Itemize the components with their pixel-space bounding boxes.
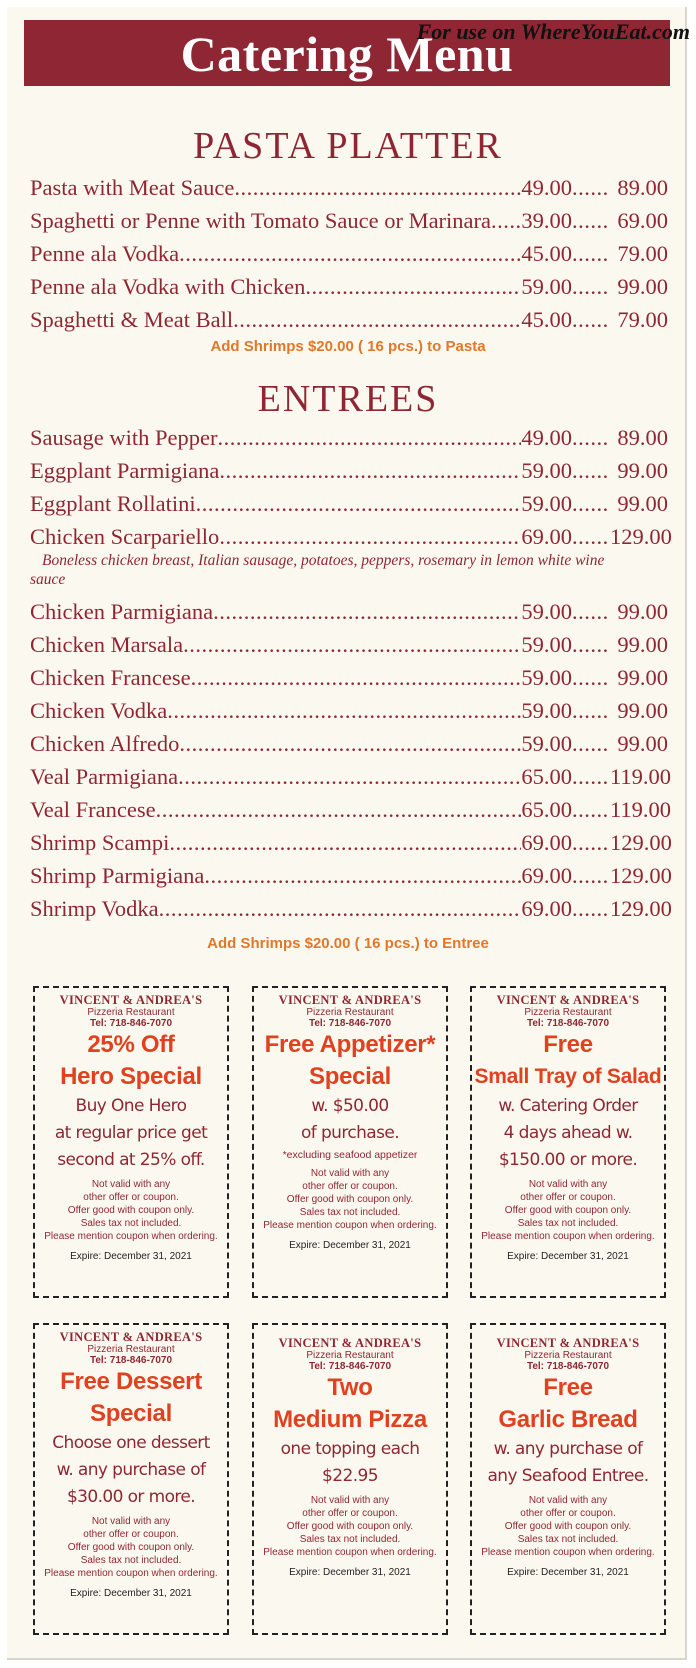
coupon-offer-line: 4 days ahead w.	[503, 1123, 633, 1143]
coupon-expiration: Expire: December 31, 2021	[289, 1567, 411, 1578]
coupon-free-dessert	[33, 1323, 229, 1635]
item-price-large: 99.00	[617, 632, 668, 657]
coupon-phone: Tel: 718-846-7070	[526, 1361, 610, 1372]
menu-item-row	[30, 859, 672, 892]
coupon-expiration: Expire: December 31, 2021	[70, 1251, 192, 1262]
coupon-phone: Tel: 718-846-7070	[526, 1018, 610, 1029]
item-price-large: 89.00	[617, 425, 668, 450]
coupon-subtitle: Pizzeria Restaurant	[524, 1350, 612, 1361]
item-name: Chicken Marsala	[30, 632, 184, 657]
coupon-offer-line: Buy One Hero	[75, 1096, 187, 1116]
coupon-offer-line: one topping each	[280, 1439, 420, 1459]
item-name: Veal Parmigiana	[30, 764, 179, 789]
item-price-small: 45.00	[521, 241, 572, 266]
menu-item-row	[30, 661, 668, 694]
menu-item-row	[30, 237, 668, 270]
item-name: Eggplant Rollatini	[30, 491, 196, 516]
coupon-brand: VINCENT & ANDREA'S	[496, 993, 640, 1007]
item-price-small: 45.00	[521, 307, 572, 332]
coupon-headline: Two	[327, 1374, 373, 1401]
item-price-small: 69.00	[521, 524, 572, 549]
item-price-small: 59.00	[521, 698, 572, 723]
coupon-headline: Free Appetizer*	[264, 1031, 436, 1058]
coupon-fine-print: Not valid with any other offer or coupon. Offer good with coupon only. Sales tax not included. Please mention coupon when ordering.	[481, 1179, 655, 1242]
item-price-small: 69.00	[521, 896, 572, 921]
coupon-headline: Free	[543, 1031, 593, 1058]
pasta-menu-list	[30, 171, 668, 336]
entrees-section-title: ENTREES	[257, 378, 439, 420]
watermark-text: For use on WhereYouEat.com	[416, 19, 690, 44]
coupon-offer-line: $30.00 or more.	[66, 1487, 196, 1507]
coupon-fine-print: Not valid with any other offer or coupon. Offer good with coupon only. Sales tax not included. Please mention coupon when ordering.	[44, 1516, 218, 1579]
item-price-large: 79.00	[617, 241, 668, 266]
menu-item-row	[30, 694, 668, 727]
item-name: Shrimp Parmigiana	[30, 863, 205, 888]
item-name: Chicken Francese	[30, 665, 191, 690]
coupon-salad-tray	[470, 986, 666, 1298]
coupon-headline: Small Tray of Salad	[474, 1065, 662, 1088]
coupon-offer-line: of purchase.	[300, 1123, 400, 1143]
coupon-offer-line: at regular price get	[54, 1123, 208, 1143]
coupon-headline: Special	[90, 1400, 172, 1427]
item-name: Spaghetti & Meat Ball	[30, 307, 234, 332]
coupon-brand: VINCENT & ANDREA'S	[59, 1330, 203, 1344]
coupon-headline: Free	[543, 1374, 593, 1401]
item-name: Penne ala Vodka	[30, 241, 180, 266]
item-price-large: 119.00	[610, 797, 672, 822]
coupon-headline: Medium Pizza	[273, 1406, 427, 1433]
coupon-headline: Special	[309, 1063, 391, 1090]
item-name: Chicken Parmigiana	[30, 599, 214, 624]
coupon-offer-line: $150.00 or more.	[498, 1150, 638, 1170]
item-price-large: 69.00	[617, 208, 668, 233]
item-price-large: 89.00	[617, 175, 668, 200]
coupon-offer-line: w. any purchase of	[56, 1460, 206, 1480]
item-name: Chicken Alfredo	[30, 731, 180, 756]
item-price-large: 129.00	[610, 896, 672, 921]
coupon-expiration: Expire: December 31, 2021	[507, 1567, 629, 1578]
item-price-large: 129.00	[610, 524, 672, 549]
menu-item-row	[30, 204, 668, 237]
item-price-large: 79.00	[617, 307, 668, 332]
menu-item-row	[30, 760, 672, 793]
item-price-large: 119.00	[610, 764, 672, 789]
coupon-fine-print: Not valid with any other offer or coupon. Offer good with coupon only. Sales tax not included. Please mention coupon when ordering.	[263, 1168, 437, 1231]
item-price-small: 59.00	[521, 632, 572, 657]
coupon-brand: VINCENT & ANDREA'S	[59, 993, 203, 1007]
item-price-large: 99.00	[617, 731, 668, 756]
pasta-shrimp-note: Add Shrimps $20.00 ( 16 pcs.) to Pasta	[210, 338, 486, 355]
menu-item-row	[30, 171, 668, 204]
coupon-fine-print: Not valid with any other offer or coupon. Offer good with coupon only. Sales tax not included. Please mention coupon when ordering.	[481, 1495, 655, 1558]
item-price-large: 99.00	[617, 665, 668, 690]
description-line: Boneless chicken breast, Italian sausage, potatoes, peppers, rosemary in lemon white wine	[42, 552, 605, 569]
menu-item-row	[30, 520, 672, 553]
coupon-free-appetizer	[252, 986, 448, 1298]
item-price-small: 59.00	[521, 458, 572, 483]
coupon-headline: Garlic Bread	[498, 1406, 638, 1433]
coupon-phone: Tel: 718-846-7070	[89, 1018, 173, 1029]
item-name: Veal Francese	[30, 797, 156, 822]
item-name: Chicken Vodka	[30, 698, 168, 723]
item-name: Shrimp Scampi	[30, 830, 170, 855]
item-price-small: 49.00	[521, 425, 572, 450]
coupon-expiration: Expire: December 31, 2021	[289, 1240, 411, 1251]
coupon-headline: 25% Off	[87, 1031, 175, 1058]
entree-shrimp-note: Add Shrimps $20.00 ( 16 pcs.) to Entree	[207, 935, 489, 952]
coupon-exclusion: *excluding seafood appetizer	[282, 1149, 418, 1161]
page-title: Catering Menu	[180, 26, 514, 82]
coupon-offer-line: second at 25% off.	[57, 1150, 205, 1170]
coupon-fine-print: Not valid with any other offer or coupon. Offer good with coupon only. Sales tax not included. Please mention coupon when ordering.	[44, 1179, 218, 1242]
coupon-brand: VINCENT & ANDREA'S	[278, 993, 422, 1007]
pasta-section-title: PASTA PLATTER	[193, 125, 503, 167]
coupon-phone: Tel: 718-846-7070	[89, 1355, 173, 1366]
coupon-headline: Free Dessert	[60, 1368, 202, 1395]
coupon-subtitle: Pizzeria Restaurant	[87, 1344, 175, 1355]
item-name: Sausage with Pepper	[30, 425, 218, 450]
item-price-large: 99.00	[617, 599, 668, 624]
menu-item-row	[30, 454, 668, 487]
menu-item-row	[30, 487, 668, 520]
item-price-small: 65.00	[521, 797, 572, 822]
item-price-large: 99.00	[617, 491, 668, 516]
coupon-phone: Tel: 718-846-7070	[308, 1018, 392, 1029]
menu-item-row	[30, 826, 672, 859]
menu-item-row	[30, 303, 668, 336]
item-price-large: 129.00	[610, 863, 672, 888]
menu-item-row	[30, 421, 668, 454]
coupon-phone: Tel: 718-846-7070	[308, 1361, 392, 1372]
coupon-offer-line: any Seafood Entree.	[487, 1466, 649, 1486]
description-line: sauce	[30, 571, 66, 588]
item-price-small: 59.00	[521, 274, 572, 299]
item-description	[30, 551, 668, 589]
item-name: Pasta with Meat Sauce	[30, 175, 235, 200]
coupon-expiration: Expire: December 31, 2021	[70, 1588, 192, 1599]
coupon-offer-line: Choose one dessert	[52, 1433, 210, 1453]
item-price-small: 59.00	[521, 665, 572, 690]
entrees-menu-list	[30, 421, 672, 925]
menu-item-row	[30, 595, 668, 628]
menu-item-row	[30, 270, 668, 303]
item-price-large: 99.00	[617, 698, 668, 723]
item-price-small: 65.00	[521, 764, 572, 789]
item-name: Shrimp Vodka	[30, 896, 159, 921]
coupon-offer-line: w. $50.00	[311, 1096, 389, 1116]
coupon-expiration: Expire: December 31, 2021	[507, 1251, 629, 1262]
menu-item-row	[30, 727, 668, 760]
item-name: Penne ala Vodka with Chicken	[30, 274, 306, 299]
coupon-hero-special	[33, 986, 229, 1298]
coupon-offer-line: $22.95	[322, 1466, 378, 1486]
coupon-brand: VINCENT & ANDREA'S	[278, 1336, 422, 1350]
menu-item-row	[30, 628, 668, 661]
item-price-small: 49.00	[521, 175, 572, 200]
coupon-headline: Hero Special	[60, 1063, 202, 1090]
coupon-subtitle: Pizzeria Restaurant	[524, 1007, 612, 1018]
item-price-small: 69.00	[521, 830, 572, 855]
item-price-small: 59.00	[521, 599, 572, 624]
item-price-large: 99.00	[617, 458, 668, 483]
item-price-large: 129.00	[610, 830, 672, 855]
coupon-garlic-bread	[470, 1323, 666, 1635]
coupon-subtitle: Pizzeria Restaurant	[87, 1007, 175, 1018]
item-price-large: 99.00	[617, 274, 668, 299]
item-price-small: 59.00	[521, 491, 572, 516]
item-name: Spaghetti or Penne with Tomato Sauce or Marinara	[30, 208, 492, 233]
item-price-small: 69.00	[521, 863, 572, 888]
menu-item-row	[30, 892, 672, 925]
coupon-subtitle: Pizzeria Restaurant	[306, 1350, 394, 1361]
coupon-brand: VINCENT & ANDREA'S	[496, 1336, 640, 1350]
item-name: Eggplant Parmigiana	[30, 458, 220, 483]
coupon-subtitle: Pizzeria Restaurant	[306, 1007, 394, 1018]
menu-item-row	[30, 793, 672, 826]
coupon-offer-line: w. Catering Order	[498, 1096, 638, 1116]
item-price-small: 39.00	[521, 208, 572, 233]
item-name: Chicken Scarpariello	[30, 524, 220, 549]
coupon-offer-line: w. any purchase of	[493, 1439, 643, 1459]
coupon-medium-pizza	[252, 1323, 448, 1635]
item-price-small: 59.00	[521, 731, 572, 756]
coupon-fine-print: Not valid with any other offer or coupon. Offer good with coupon only. Sales tax not included. Please mention coupon when ordering.	[263, 1495, 437, 1558]
